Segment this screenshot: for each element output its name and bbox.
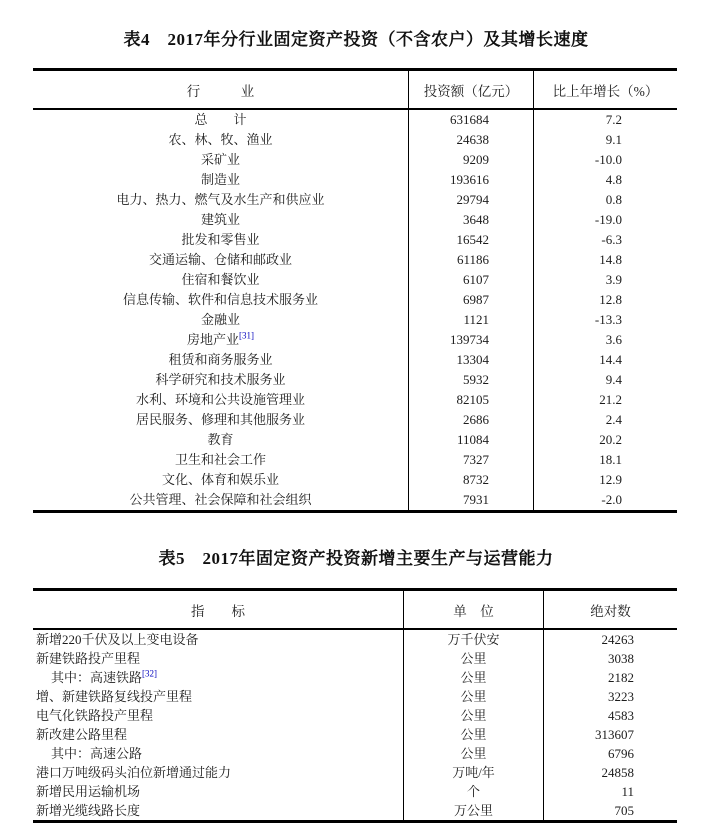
growth-rate-cell: 7.2: [533, 110, 677, 130]
investment-amount-cell: 3648: [408, 210, 533, 230]
absolute-value-cell: 24263: [543, 630, 677, 649]
unit-cell: 公里: [403, 706, 543, 725]
growth-rate-cell: 14.8: [533, 250, 677, 270]
table4-row: [33, 450, 677, 470]
investment-amount-cell: 82105: [408, 390, 533, 410]
growth-rate-cell: -2.0: [533, 490, 677, 510]
footnote-ref-32[interactable]: [32]: [142, 668, 158, 679]
table4-row: [33, 130, 677, 150]
indicator-cell: 新建铁路投产里程: [36, 651, 141, 666]
investment-amount-cell: 11084: [408, 430, 533, 450]
unit-cell: 公里: [403, 687, 543, 706]
indicator-cell: 新增民用运输机场: [36, 784, 141, 799]
table4-row: [33, 110, 677, 130]
industry-cell: 居民服务、修理和其他服务业: [135, 412, 305, 427]
unit-cell: 公里: [403, 649, 543, 668]
table4-title: 表4 2017年分行业固定资产投资（不含农户）及其增长速度: [123, 30, 589, 49]
table4-row: [33, 250, 677, 270]
investment-amount-cell: 8732: [408, 470, 533, 490]
investment-amount-cell: 9209: [408, 150, 533, 170]
industry-cell: 农、林、牧、渔业: [168, 132, 273, 147]
table5-header-value: 绝对数: [543, 591, 677, 628]
table5-row: [33, 706, 677, 725]
table4-row: [33, 170, 677, 190]
table4-row: [33, 270, 677, 290]
table5-title: 表5 2017年固定资产投资新增主要生产与运营能力: [158, 549, 554, 568]
table4-header-row: [33, 71, 677, 110]
investment-amount-cell: 2686: [408, 410, 533, 430]
absolute-value-cell: 11: [543, 782, 677, 801]
indicator-cell: 其中：高速铁路[32]: [51, 668, 158, 685]
unit-cell: 公里: [403, 668, 543, 687]
absolute-value-cell: 313607: [543, 725, 677, 744]
investment-amount-cell: 24638: [408, 130, 533, 150]
table5-row: [33, 801, 677, 820]
industry-cell: 公共管理、社会保障和社会组织: [129, 492, 312, 507]
table4-row: [33, 410, 677, 430]
investment-amount-cell: 6107: [408, 270, 533, 290]
industry-cell: 建筑业: [200, 212, 240, 227]
growth-rate-cell: -6.3: [533, 230, 677, 250]
unit-cell: 万吨/年: [403, 763, 543, 782]
growth-rate-cell: -13.3: [533, 310, 677, 330]
footnote-ref-31[interactable]: [31]: [239, 330, 254, 341]
industry-cell: 交通运输、仓储和邮政业: [148, 252, 292, 267]
absolute-value-cell: 4583: [543, 706, 677, 725]
industry-cell: 金融业: [200, 312, 240, 327]
growth-rate-cell: 14.4: [533, 350, 677, 370]
investment-amount-cell: 13304: [408, 350, 533, 370]
table4-row: [33, 490, 677, 510]
growth-rate-cell: 4.8: [533, 170, 677, 190]
investment-amount-cell: 7931: [408, 490, 533, 510]
indicator-cell: 电气化铁路投产里程: [36, 708, 154, 723]
indicator-cell: 新增220千伏及以上变电设备: [36, 632, 199, 647]
unit-cell: 个: [403, 782, 543, 801]
industry-cell: 租赁和商务服务业: [168, 352, 273, 367]
absolute-value-cell: 3223: [543, 687, 677, 706]
table4-header-growth: 比上年增长（%）: [533, 71, 677, 108]
absolute-value-cell: 2182: [543, 668, 677, 687]
investment-amount-cell: 5932: [408, 370, 533, 390]
growth-rate-cell: -10.0: [533, 150, 677, 170]
industry-cell: 批发和零售业: [181, 232, 260, 247]
absolute-value-cell: 705: [543, 801, 677, 820]
investment-amount-cell: 631684: [408, 110, 533, 130]
investment-amount-cell: 7327: [408, 450, 533, 470]
growth-rate-cell: 9.4: [533, 370, 677, 390]
table5-new-capacity: [33, 588, 677, 823]
growth-rate-cell: 20.2: [533, 430, 677, 450]
investment-amount-cell: 139734: [408, 330, 533, 350]
growth-rate-cell: 12.8: [533, 290, 677, 310]
table4-row: [33, 310, 677, 330]
industry-cell: 文化、体育和娱乐业: [161, 472, 279, 487]
investment-amount-cell: 1121: [408, 310, 533, 330]
industry-cell: 科学研究和技术服务业: [155, 372, 286, 387]
table5-row: [33, 782, 677, 801]
industry-cell: 总 计: [194, 112, 247, 127]
growth-rate-cell: 12.9: [533, 470, 677, 490]
table4-row: [33, 370, 677, 390]
growth-rate-cell: 2.4: [533, 410, 677, 430]
industry-cell: 住宿和餐饮业: [181, 272, 260, 287]
table5-header-row: [33, 591, 677, 630]
table4-row: [33, 230, 677, 250]
investment-amount-cell: 16542: [408, 230, 533, 250]
industry-cell: 水利、环境和公共设施管理业: [135, 392, 305, 407]
table4-row: [33, 330, 677, 350]
unit-cell: 万千伏安: [403, 630, 543, 649]
indicator-cell: 港口万吨级码头泊位新增通过能力: [36, 765, 232, 780]
growth-rate-cell: 18.1: [533, 450, 677, 470]
absolute-value-cell: 6796: [543, 744, 677, 763]
growth-rate-cell: -19.0: [533, 210, 677, 230]
industry-cell: 信息传输、软件和信息技术服务业: [122, 292, 318, 307]
investment-amount-cell: 6987: [408, 290, 533, 310]
industry-cell: 卫生和社会工作: [174, 452, 266, 467]
investment-amount-cell: 29794: [408, 190, 533, 210]
table5-row: [33, 649, 677, 668]
indicator-cell: 增、新建铁路复线投产里程: [36, 689, 193, 704]
industry-cell: 采矿业: [200, 152, 240, 167]
table5-row: [33, 687, 677, 706]
industry-cell: 电力、热力、燃气及水生产和供应业: [116, 192, 325, 207]
table4-row: [33, 350, 677, 370]
growth-rate-cell: 0.8: [533, 190, 677, 210]
growth-rate-cell: 9.1: [533, 130, 677, 150]
table4-row: [33, 290, 677, 310]
indicator-cell: 新改建公路里程: [36, 727, 128, 742]
absolute-value-cell: 3038: [543, 649, 677, 668]
indicator-cell: 其中：高速公路: [51, 746, 143, 761]
table5-body: [33, 630, 677, 820]
growth-rate-cell: 21.2: [533, 390, 677, 410]
growth-rate-cell: 3.9: [533, 270, 677, 290]
indicator-cell: 新增光缆线路长度: [36, 803, 141, 818]
table4-investment-by-industry: [33, 68, 677, 513]
table4-row: [33, 150, 677, 170]
unit-cell: 万公里: [403, 801, 543, 820]
table4-header-investment: 投资额（亿元）: [408, 71, 533, 108]
industry-cell: 制造业: [200, 172, 240, 187]
table4-header-industry: 行 业: [186, 83, 255, 99]
table4-row: [33, 390, 677, 410]
absolute-value-cell: 24858: [543, 763, 677, 782]
unit-cell: 公里: [403, 744, 543, 763]
investment-amount-cell: 61186: [408, 250, 533, 270]
table4-row: [33, 210, 677, 230]
table5-row: [33, 630, 677, 649]
table4-row: [33, 190, 677, 210]
unit-cell: 公里: [403, 725, 543, 744]
table4-body: [33, 110, 677, 510]
investment-amount-cell: 193616: [408, 170, 533, 190]
table5-row: [33, 744, 677, 763]
table5-row: [33, 725, 677, 744]
table4-row: [33, 470, 677, 490]
table5-row: [33, 668, 677, 687]
table5-header-indicator: 指 标: [191, 603, 245, 619]
table5-row: [33, 763, 677, 782]
table5-header-unit: 单 位: [403, 591, 543, 628]
industry-cell: 教育: [207, 432, 234, 447]
industry-cell: 房地产业[31]: [186, 330, 254, 347]
growth-rate-cell: 3.6: [533, 330, 677, 350]
table4-row: [33, 430, 677, 450]
